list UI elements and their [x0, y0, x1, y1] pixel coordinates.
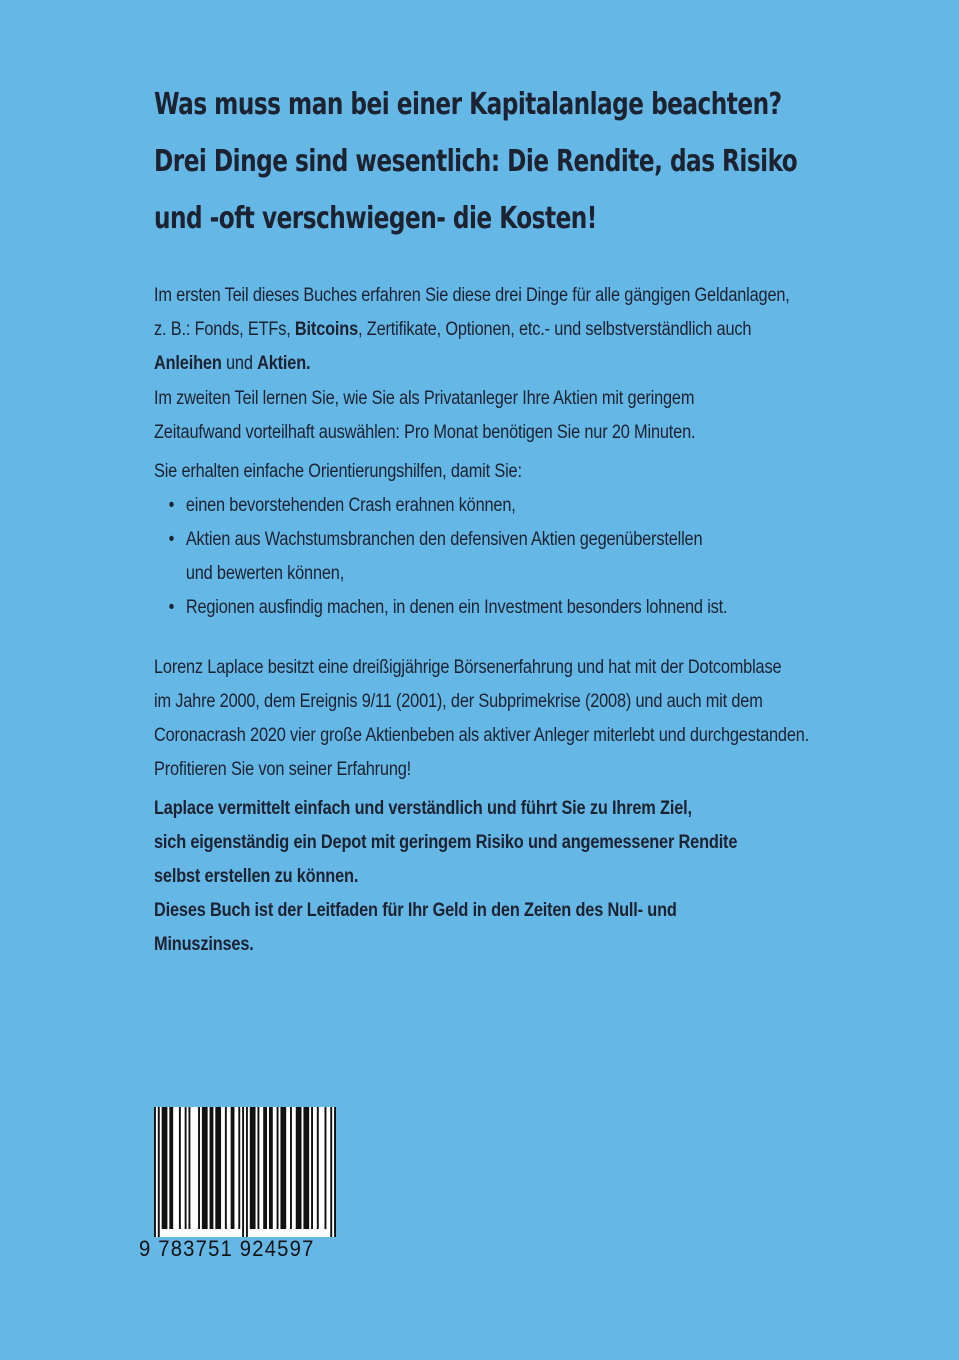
bullet-icon: •: [168, 597, 175, 618]
author-paragraph: [154, 651, 809, 787]
isbn-barcode: [154, 1107, 336, 1237]
headline: [154, 76, 798, 247]
orientation-lead: Sie erhalten einfache Orientierungshilfen, damit Sie:: [154, 461, 522, 482]
bullet-icon: •: [168, 529, 175, 550]
barcode-bar: [290, 1107, 292, 1229]
intro-text: , Zertifikate, Optionen, etc.- und selbstverständlich auch: [358, 319, 752, 340]
intro-line-1: Im ersten Teil dieses Buches erfahren Sie diese drei Dinge für alle gängigen Geldanlagen,: [154, 285, 790, 306]
author-line-3: Coronacrash 2020 vier große Aktienbeben als aktiver Anleger miterlebt und durchgestanden.: [154, 725, 810, 746]
intro-line-2: [154, 313, 790, 347]
list-item: [154, 591, 727, 625]
conclusion-line-5: Minuszinses.: [154, 934, 254, 955]
barcode-bar: [311, 1107, 313, 1229]
barcode-bar: [277, 1107, 279, 1229]
barcode-bar: [334, 1107, 336, 1237]
barcode-bar: [238, 1107, 240, 1229]
barcode-bar: [215, 1107, 221, 1229]
bitcoins-emphasis: Bitcoins: [294, 319, 359, 340]
intro-paragraph: [154, 279, 790, 381]
barcode-bar: [280, 1107, 286, 1229]
orientation-list: [154, 489, 727, 625]
list-item-text: Aktien aus Wachstumsbranchen den defensiven Aktien gegenüberstellen: [185, 529, 703, 550]
barcode-bar: [162, 1107, 168, 1229]
barcode-bar: [185, 1107, 187, 1229]
barcode-bar: [210, 1107, 214, 1229]
part-two-paragraph: [154, 382, 695, 450]
barcode-bar: [257, 1107, 259, 1229]
barcode-bar: [188, 1107, 190, 1229]
barcode-bar: [231, 1107, 235, 1229]
intro-text: und: [221, 353, 258, 374]
barcode-bar: [202, 1107, 208, 1229]
list-item-text: Regionen ausfindig machen, in denen ein Investment besonders lohnend ist.: [185, 597, 728, 618]
barcode-bar: [242, 1107, 244, 1237]
barcode-bar: [317, 1107, 319, 1229]
barcode-bar: [179, 1107, 181, 1229]
isbn-number: 9 783751 924597: [139, 1236, 315, 1261]
barcode-bar: [296, 1107, 302, 1229]
barcode-bar: [169, 1107, 173, 1229]
headline-line-3: und -oft verschwiegen- die Kosten!: [154, 201, 597, 236]
conclusion-line-3: selbst erstellen zu können.: [154, 866, 359, 887]
barcode-bar: [263, 1107, 267, 1229]
part-two-line-1: Im zweiten Teil lernen Sie, wie Sie als Privatanleger Ihre Aktien mit geringem: [154, 388, 695, 409]
conclusion-line-4: Dieses Buch ist der Leitfaden für Ihr Geld in den Zeiten des Null- und: [154, 900, 677, 921]
orientation-section: [154, 455, 727, 625]
barcode-bar: [330, 1107, 332, 1237]
barcode-bar: [269, 1107, 273, 1229]
barcode-bar: [246, 1107, 248, 1237]
barcode-bar: [225, 1107, 227, 1229]
headline-line-2: Drei Dinge sind wesentlich: Die Rendite, das Risiko: [154, 144, 798, 179]
barcode-bar: [325, 1107, 327, 1229]
barcode-bar: [158, 1107, 160, 1237]
list-item: [154, 489, 727, 523]
author-line-4: Profitieren Sie von seiner Erfahrung!: [154, 759, 412, 780]
list-item-text: einen bevorstehenden Crash erahnen können,: [185, 495, 516, 516]
aktien-emphasis: Aktien.: [257, 353, 311, 374]
author-line-1: Lorenz Laplace besitzt eine dreißigjährige Börsenerfahrung und hat mit der Dotcomblase: [154, 657, 782, 678]
bullet-icon: •: [168, 495, 175, 516]
list-item-text: und bewerten können,: [185, 563, 345, 584]
part-two-line-2: Zeitaufwand vorteilhaft auswählen: Pro Monat benötigen Sie nur 20 Minuten.: [154, 422, 696, 443]
intro-line-3: [154, 347, 790, 381]
conclusion-line-1: Laplace vermittelt einfach und verständlich und führt Sie zu Ihrem Ziel,: [154, 798, 692, 819]
author-line-2: im Jahre 2000, dem Ereignis 9/11 (2001), der Subprimekrise (2008) und auch mit dem: [154, 691, 763, 712]
barcode-bar: [303, 1107, 309, 1229]
barcode-bar: [154, 1107, 156, 1237]
intro-text: z. B.: Fonds, ETFs,: [154, 319, 295, 340]
conclusion-line-2: sich eigenständig ein Depot mit geringem Risiko und angemessener Rendite: [154, 832, 738, 853]
list-item: [154, 523, 727, 591]
conclusion-paragraph: [154, 792, 737, 962]
barcode-bar: [198, 1107, 200, 1229]
headline-line-1: Was muss man bei einer Kapitalanlage beachten?: [154, 87, 782, 122]
barcode-bar: [250, 1107, 256, 1229]
anleihen-emphasis: Anleihen: [154, 353, 222, 374]
